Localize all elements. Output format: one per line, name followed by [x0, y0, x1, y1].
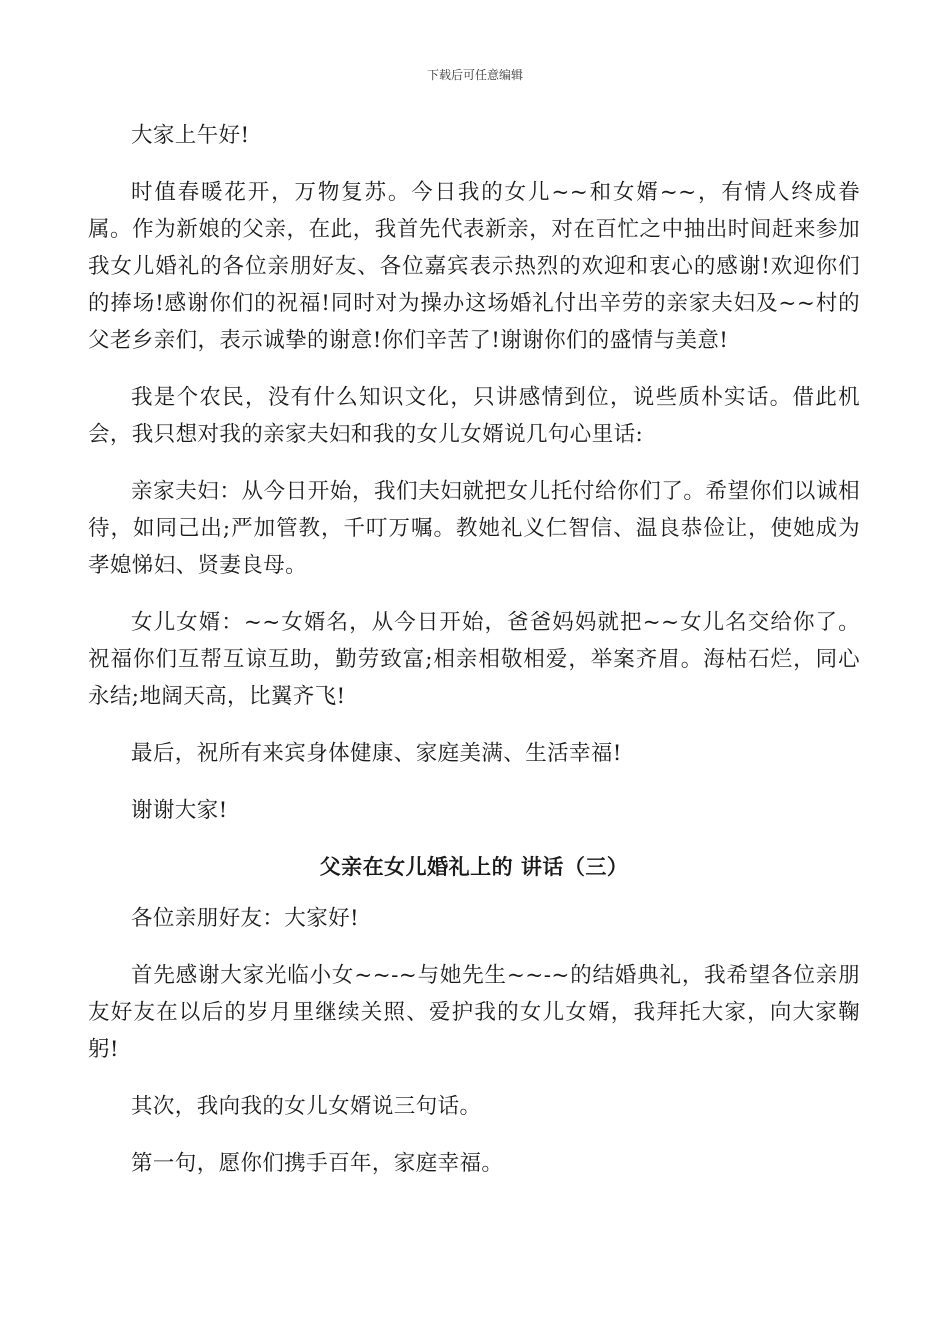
paragraph-in-laws: 亲家夫妇：从今日开始，我们夫妇就把女儿托付给你们了。希望你们以诚相待，如同己出;严加管教，千叮万嘱。教她礼义仁智信、温良恭俭让，使她成为孝媳悌妇、贤妻良母。 — [88, 479, 860, 578]
paragraph-blessing: 最后，祝所有来宾身体健康、家庭美满、生活幸福! — [131, 741, 622, 766]
header-note: 下载后可任意编辑 — [426, 68, 523, 82]
paragraph-thanks: 谢谢大家! — [131, 798, 228, 823]
paragraph-intro: 我是个农民，没有什么知识文化，只讲感情到位，说些质朴实话。借此机会，我只想对我的亲家夫妇和我的女儿女婿说几句心里话: — [88, 385, 860, 447]
paragraph-first-word: 第一句，愿你们携手百年，家庭幸福。 — [131, 1151, 504, 1176]
paragraph-gratitude: 首先感谢大家光临小女~~-~与她先生~~-~的结婚典礼，我希望各位亲朋友好友在以后的岁月里继续关照、爱护我的女儿女婿，我拜托大家，向大家鞠躬! — [88, 963, 860, 1062]
paragraph-couple: 女儿女婿：~~女婿名，从今日开始，爸爸妈妈就把~~女儿名交给你了。祝福你们互帮互谅互助，勤劳致富;相亲相敬相爱，举案齐眉。海枯石烂，同心永结;地阔天高，比翼齐飞! — [88, 610, 860, 709]
paragraph-welcome: 时值春暖花开，万物复苏。今日我的女儿~~和女婿~~，有情人终成眷属。作为新娘的父亲，在此，我首先代表新亲，对在百忙之中抽出时间赶来参加我女儿婚礼的各位亲朋好友、各位嘉宾表示热烈的欢迎和衷心的感谢!欢迎你们的捧场!感谢你们的祝福!同时对为操办这场婚礼付出辛劳的亲家夫妇及~~村的父老乡亲们，表示诚挚的谢意!你们辛苦了!谢谢你们的盛情与美意! — [88, 180, 860, 353]
paragraph-greeting: 大家上午好! — [131, 123, 250, 148]
paragraph-greeting-2: 各位亲朋好友：大家好! — [131, 906, 360, 931]
section-title: 父亲在女儿婚礼上的 讲话（三） — [319, 855, 629, 879]
paragraph-three-words: 其次，我向我的女儿女婿说三句话。 — [131, 1094, 482, 1119]
document-body — [88, 117, 860, 1202]
